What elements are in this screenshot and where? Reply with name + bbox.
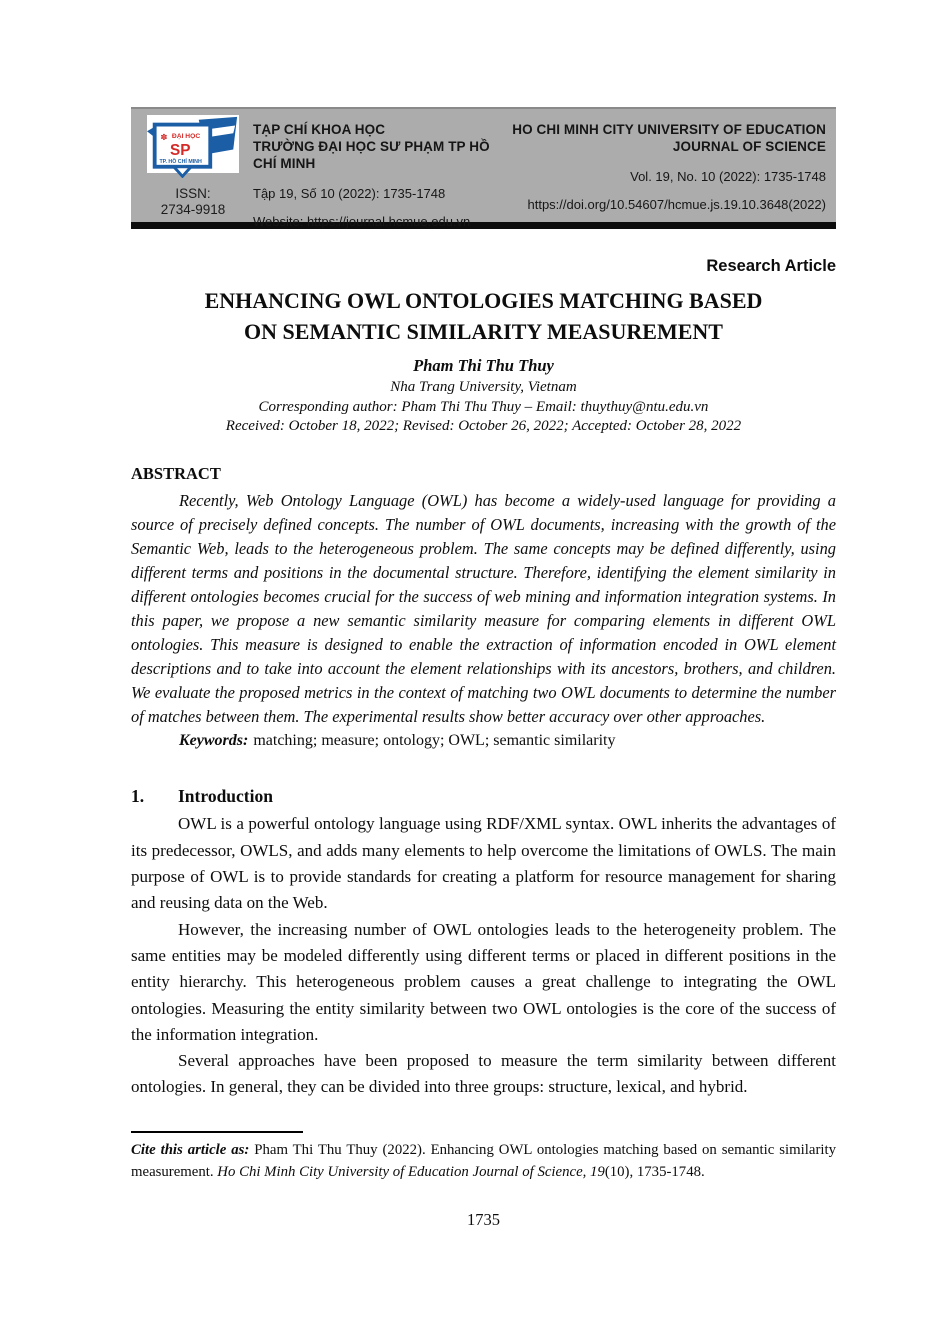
section-title: Introduction (178, 786, 273, 807)
journal-website: Website: https://journal.hcmue.edu.vn (253, 214, 471, 229)
intro-paragraph-1: OWL is a powerful ontology language using RDF/XML syntax. OWL inherits the advantages of its predecessor, OWLS, and adds many elements to help overcome the limitations of OWLS. The main purpose of OWL is to provide standards for creating a platform for resource management for sharing and reusing data on the Web. (131, 814, 836, 913)
cite-text: Pham Thi Thu Thuy (2022). Enhancing OWL ontologies matching based on semantic similarity measurement. (131, 1141, 836, 1181)
svg-text:SP: SP (170, 142, 191, 160)
keywords-line (131, 729, 836, 753)
cite-pages: (10), 1735-1748. (604, 1164, 705, 1181)
footnote-rule (131, 1131, 303, 1133)
volume-info-en: Vol. 19, No. 10 (2022): 1735-1748 (630, 169, 826, 184)
citation-block (131, 1139, 836, 1184)
svg-text:✽: ✽ (160, 131, 168, 142)
journal-header-band (131, 107, 836, 229)
doi-link: https://doi.org/10.54607/hcmue.js.19.10.3648(2022) (527, 197, 826, 212)
issn-number: 2734-9918 (160, 202, 226, 217)
journal-name-vi-line1: TẠP CHÍ KHOA HỌC (253, 122, 386, 137)
svg-text:TP. HỒ CHÍ MINH: TP. HỒ CHÍ MINH (159, 158, 202, 165)
author-affiliation: Nha Trang University, Vietnam (390, 379, 577, 395)
issn-block (161, 186, 226, 218)
logo-column (139, 115, 247, 218)
intro-paragraph-2: However, the increasing number of OWL ontologies leads to the heterogeneity problem. The same entities may be modeled differently using different terms or placed in different positions in the entity hierarchy. This heterogeneous problem causes a great challenge to integrating the OWL ontologies. Measuring the entity similarity between two OWL ontologies is the core of the success of the information integration. (131, 919, 836, 1044)
keywords-label: Keywords: (179, 732, 249, 750)
content-column (131, 107, 836, 1230)
journal-name-vi-line2: TRƯỜNG ĐẠI HỌC SƯ PHẠM TP HỒ CHÍ MINH (253, 139, 490, 171)
page-number: 1735 (467, 1209, 500, 1229)
submission-dates: Received: October 18, 2022; Revised: October 26, 2022; Accepted: October 28, 2022 (225, 418, 742, 434)
volume-info-vi: Tập 19, Số 10 (2022): 1735-1748 (253, 186, 446, 201)
university-logo-icon (147, 115, 239, 178)
paper-title (131, 285, 836, 347)
issn-label: ISSN: (175, 186, 211, 201)
svg-text:ĐẠI HỌC: ĐẠI HỌC (171, 133, 201, 140)
section-heading-introduction (131, 785, 836, 807)
journal-name-en-line1: HO CHI MINH CITY UNIVERSITY OF EDUCATION (512, 122, 826, 137)
university-logo (147, 115, 239, 173)
paper-title-line2: ON SEMANTIC SIMILARITY MEASUREMENT (244, 319, 723, 344)
cite-journal-name: Ho Chi Minh City University of Education Journal of Science, 19 (217, 1164, 605, 1181)
abstract-heading: ABSTRACT (131, 463, 221, 483)
keywords-text: matching; measure; ontology; OWL; semantic similarity (253, 732, 616, 750)
abstract-text: Recently, Web Ontology Language (OWL) has become a widely-used language for providing a source of precisely defined concepts. The number of OWL documents, increasing with the growth of the Semantic Web, leads to the heterogeneous problem. The same concepts may be defined differently, using different terms and positions in the documental structure. Therefore, identifying the element similarity in different ontologies becomes crucial for the success of web mining and information integration systems. In this paper, we propose a new semantic similarity measure for comparing elements in different OWL ontologies. This measure is designed to enable the extraction of information encoded in OWL element descriptions and to take into account the element relationships with its ancestors, brothers, and children. We evaluate the proposed metrics in the context of matching two OWL documents to determine the number of matches between them. The experimental results show better accuracy over other approaches. (131, 490, 836, 727)
journal-header-left (247, 115, 512, 229)
paper-title-line1: ENHANCING OWL ONTOLOGIES MATCHING BASED (204, 288, 763, 313)
section-number: 1. (131, 786, 145, 807)
journal-name-en-line2: JOURNAL OF SCIENCE (672, 139, 826, 154)
author-name: Pham Thi Thu Thuy (413, 356, 554, 375)
cite-label: Cite this article as: (131, 1141, 250, 1158)
corresponding-author-line: Corresponding author: Pham Thi Thu Thuy – Email: thuythuy@ntu.edu.vn (258, 398, 709, 415)
article-type-label: Research Article (706, 257, 836, 275)
journal-header-right (512, 115, 826, 218)
intro-paragraph-3: Several approaches have been proposed to measure the term similarity between different ontologies. In general, they can be divided into three groups: structure, lexical, and hybrid. (131, 1051, 836, 1097)
